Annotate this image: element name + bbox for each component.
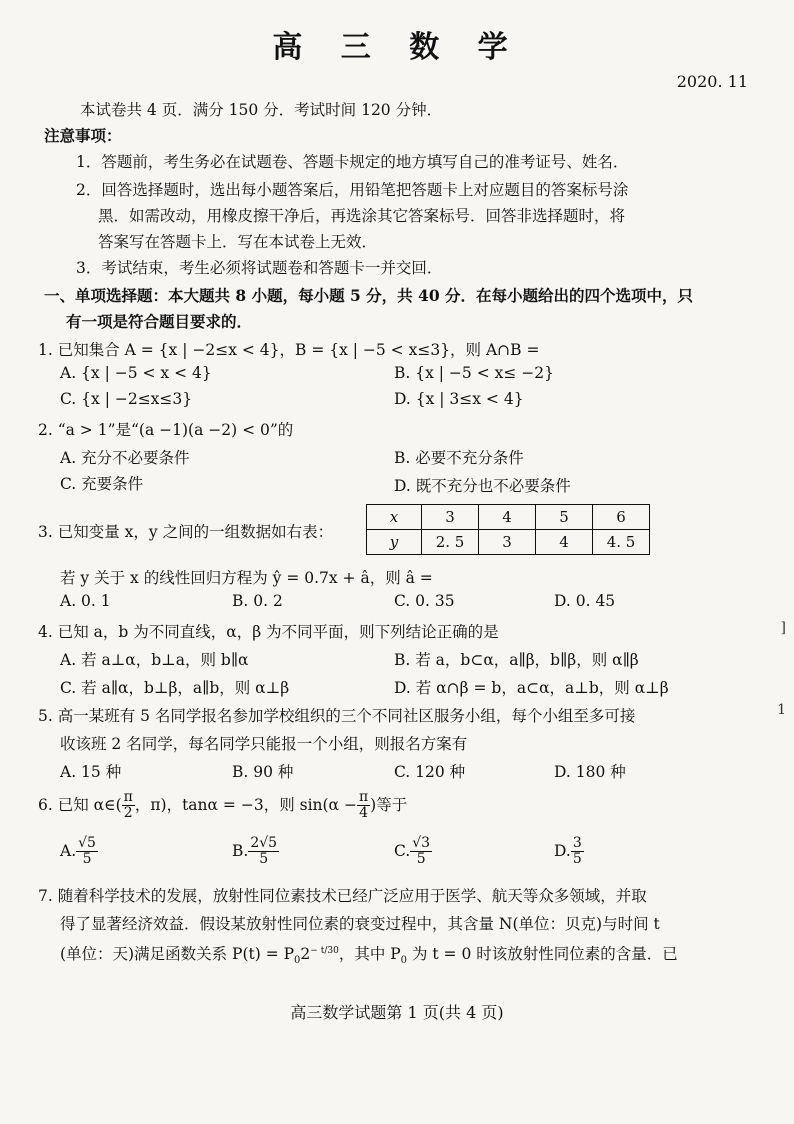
fraction-pi-over-4 (357, 790, 370, 822)
q7-line-2: 得了显著经济效益．假设某放射性同位素的衰变过程中，其含量 N(单位：贝克)与时间 t (60, 915, 660, 933)
fraction-numerator: 3 (572, 835, 582, 851)
section-heading: 一、单项选择题：本大题共 8 小题，每小题 5 分，共 40 分．在每小题给出的四个选项中，只 (44, 286, 694, 305)
option-letter: D. (554, 841, 571, 860)
margin-mark: ] (780, 620, 786, 636)
q3-option-d: D. 0. 45 (554, 592, 616, 610)
q2-option-b: B. 必要不充分条件 (394, 449, 524, 467)
q3-option-a: A. 0. 1 (60, 592, 111, 610)
option-letter: B. (232, 841, 249, 860)
q7-text: ，其中 P (338, 945, 401, 963)
subscript: 0 (294, 955, 301, 967)
q3-stem-2: 若 y 关于 x 的线性回归方程为 ŷ = 0.7x + â，则 â = (60, 569, 433, 587)
q7-text: 2 (300, 945, 311, 963)
fraction-numerator: π (123, 789, 133, 805)
q4-option-a: A. 若 a⊥α，b⊥a，则 b∥α (60, 651, 249, 669)
q6-option-d (554, 836, 584, 868)
table-cell: 3 (479, 530, 536, 555)
q2-stem: 2. “a > 1”是“(a −1)(a −2) < 0”的 (38, 421, 294, 439)
option-letter: A. (60, 841, 77, 860)
q1-option-d: D. {x | 3≤x < 4} (394, 390, 524, 408)
margin-mark: 1 (777, 702, 786, 718)
notice-item-3: 3．考试结束，考生必须将试题卷和答题卡一并交回． (76, 259, 443, 277)
q7-line-3 (60, 942, 678, 966)
exam-title: 高 三 数 学 (272, 30, 522, 65)
table-cell: 4. 5 (593, 530, 650, 555)
fraction-numerator: π (358, 789, 369, 805)
q6-stem-part-1: 6. 已知 α∈( (38, 795, 122, 814)
q3-data-table (366, 504, 650, 555)
option-fraction (571, 836, 584, 868)
table-cell: 4 (536, 530, 593, 555)
q1-option-c: C. {x | −2≤x≤3} (60, 390, 193, 408)
fraction-denominator: 5 (416, 851, 426, 868)
table-cell: 2. 5 (422, 530, 479, 555)
q5-option-b: B. 90 种 (232, 763, 294, 781)
fraction-denominator: 2 (123, 805, 133, 822)
q4-option-c: C. 若 a∥α，b⊥β，a∥b，则 α⊥β (60, 679, 290, 697)
notice-item-2-cont2: 答案写在答题卡上．写在本试卷上无效． (98, 233, 378, 251)
fraction-pi-over-2 (122, 790, 135, 822)
option-fraction (76, 836, 98, 868)
q3-option-b: B. 0. 2 (232, 592, 283, 610)
q7-text: 为 t = 0 时该放射性同位素的含量．已 (407, 945, 678, 963)
q4-stem: 4. 已知 a，b 为不同直线，α，β 为不同平面，则下列结论正确的是 (38, 623, 499, 641)
fraction-denominator: 5 (82, 851, 92, 868)
fraction-denominator: 5 (572, 851, 582, 868)
q1-option-a: A. {x | −5 < x < 4} (60, 364, 212, 382)
table-cell: 5 (536, 505, 593, 530)
fraction-numerator: 2√5 (250, 835, 278, 851)
q4-option-d: D. 若 α∩β = b，a⊂α，a⊥b，则 α⊥β (394, 679, 669, 697)
subscript: 0 (400, 955, 408, 967)
exponent: − t/30 (310, 945, 339, 956)
q2-option-c: C. 充要条件 (60, 475, 144, 493)
q4-option-b: B. 若 a，b⊂α，a∥β，b∥β，则 α∥β (394, 651, 639, 669)
option-fraction (248, 836, 279, 868)
exam-date: 2020. 11 (676, 72, 748, 91)
table-cell: 4 (479, 505, 536, 530)
fraction-numerator: √5 (78, 835, 96, 851)
table-cell: 6 (593, 505, 650, 530)
q6-stem-part-2: ，π)，tanα = −3，则 sin(α − (134, 795, 357, 814)
table-row-x (367, 505, 650, 530)
q7-text: (单位：天)满足函数关系 P(t) = P (60, 945, 295, 963)
q6-option-b (232, 836, 279, 868)
q7-line-1: 7. 随着科学技术的发展，放射性同位素技术已经广泛应用于医学、航天等众多领域，并取 (38, 887, 647, 905)
fraction-denominator: 4 (359, 805, 369, 822)
q2-option-d: D. 既不充分也不必要条件 (394, 477, 571, 495)
q5-stem: 5. 高一某班有 5 名同学报名参加学校组织的三个不同社区服务小组，每个小组至多可接 (38, 707, 636, 725)
notice-heading: 注意事项： (44, 126, 122, 145)
notice-item-2: 2．回答选择题时，选出每小题答案后，用铅笔把答题卡上对应题目的答案标号涂 (76, 181, 629, 199)
exam-intro: 本试卷共 4 页．满分 150 分．考试时间 120 分钟． (80, 101, 443, 119)
section-heading-cont: 有一项是符合题目要求的． (66, 312, 253, 331)
fraction-denominator: 5 (259, 851, 269, 868)
q5-option-a: A. 15 种 (60, 763, 122, 781)
notice-item-2-cont: 黑．如需改动，用橡皮擦干净后，再选涂其它答案标号．回答非选择题时，将 (98, 207, 626, 225)
q2-option-a: A. 充分不必要条件 (60, 449, 190, 467)
page-footer: 高三数学试题第 1 页(共 4 页) (290, 1003, 504, 1022)
table-cell: x (367, 505, 422, 530)
table-row-y (367, 530, 650, 555)
fraction-numerator: √3 (412, 835, 431, 851)
q1-option-b: B. {x | −5 < x≤ −2} (394, 364, 554, 382)
q6-option-c (394, 836, 432, 868)
notice-item-1: 1．答题前，考生务必在试题卷、答题卡规定的地方填写自己的准考证号、姓名． (76, 153, 629, 171)
q6-option-a (60, 836, 98, 868)
table-cell: 3 (422, 505, 479, 530)
option-fraction (410, 836, 432, 868)
q6-stem-part-3: )等于 (370, 795, 408, 814)
q5-option-d: D. 180 种 (554, 763, 626, 781)
q5-stem-cont: 收该班 2 名同学，每名同学只能报一个小组，则报名方案有 (60, 735, 468, 753)
q5-option-c: C. 120 种 (394, 763, 466, 781)
table-cell: y (367, 530, 422, 555)
q3-stem: 3. 已知变量 x，y 之间的一组数据如右表： (38, 523, 334, 541)
option-letter: C. (394, 841, 411, 860)
q1-stem: 1. 已知集合 A = {x | −2≤x < 4}，B = {x | −5 < x≤3}，则 A∩B = (38, 341, 540, 359)
q3-option-c: C. 0. 35 (394, 592, 455, 610)
q6-stem (38, 790, 407, 822)
